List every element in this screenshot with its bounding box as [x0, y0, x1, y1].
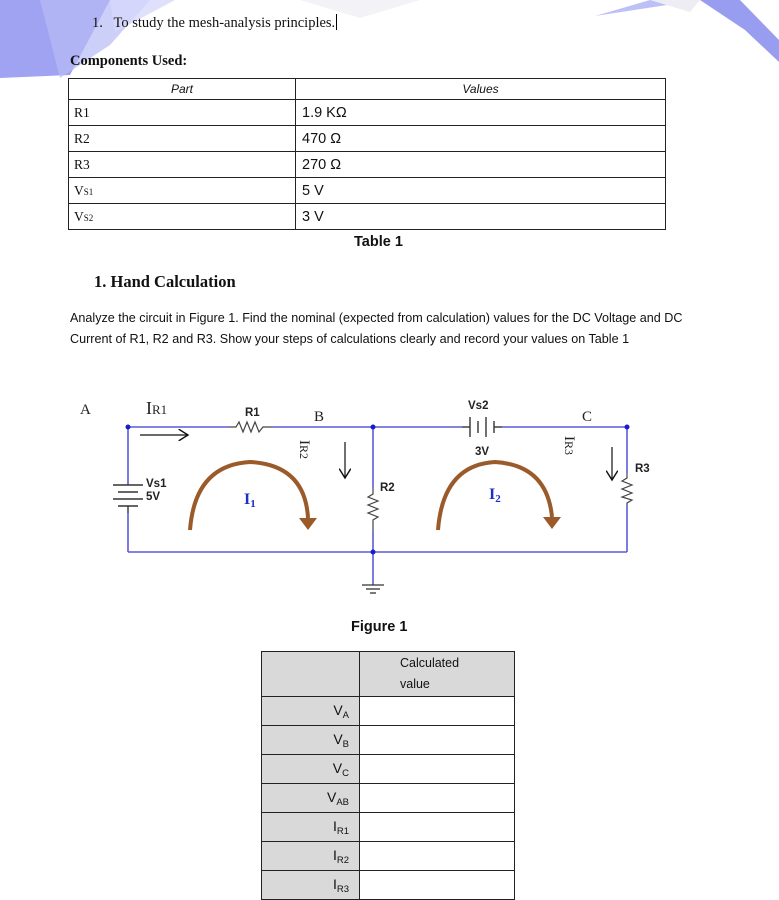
part-cell: R2: [69, 126, 296, 152]
value-cell: 1.9 KΩ: [296, 100, 666, 126]
resistor-r3-icon: [622, 473, 632, 505]
figure-caption: Figure 1: [351, 619, 408, 635]
node-a-label: A: [80, 402, 91, 418]
r2-label: R2: [380, 482, 395, 494]
table-row: [262, 784, 515, 813]
resistor-r2-icon: [368, 487, 378, 531]
part-cell: R3: [69, 152, 296, 178]
table-row: [262, 726, 515, 755]
part-cell: VS2: [69, 204, 296, 230]
components-table: [68, 78, 666, 230]
row-label-vc: $V_C$: [262, 755, 360, 784]
table-row: [262, 871, 515, 900]
table-row: [262, 697, 515, 726]
vs2-value: 3V: [475, 446, 490, 458]
blank-header-cell: [262, 652, 360, 697]
r3-label: R3: [635, 463, 650, 475]
vs2-label: Vs2: [468, 400, 489, 412]
row-label-ir2: $I_{R2}$: [262, 842, 360, 871]
table-row: [262, 813, 515, 842]
value-cell-ir1[interactable]: [360, 813, 515, 842]
node-c-label: C: [582, 409, 593, 425]
table-row: [69, 152, 666, 178]
instructions-paragraph: Analyze the circuit in Figure 1. Find the nominal (expected from calculation) values for the DC Voltage and DC Current of R1, R2 and R3. Show your steps of calculations clearly and record your values on Table 1: [70, 311, 683, 346]
value-cell-vb[interactable]: [360, 726, 515, 755]
value-cell: 270 Ω: [296, 152, 666, 178]
r1-label: R1: [245, 407, 260, 419]
ir2-label: IR2: [296, 440, 312, 460]
battery-vs1-icon: [113, 485, 143, 513]
table-row: [69, 204, 666, 230]
mesh-i2-label: I2: [489, 486, 501, 505]
table-row: [262, 842, 515, 871]
resistor-r1-icon: [229, 422, 273, 432]
section-heading: 1. Hand Calculation: [94, 272, 236, 291]
row-label-va: $V_A$: [262, 697, 360, 726]
value-cell-va[interactable]: [360, 697, 515, 726]
table-row: [69, 126, 666, 152]
vs1-value: 5V: [146, 491, 161, 503]
battery-vs2-icon: [462, 417, 502, 437]
row-label-vab: $V_{AB}$: [262, 784, 360, 813]
objective-line[interactable]: [92, 14, 337, 32]
table-row: [262, 755, 515, 784]
part-cell: VS1: [69, 178, 296, 204]
ir1-label: IR1: [146, 398, 168, 418]
column-header-part: Part: [69, 79, 296, 100]
value-cell-ir3[interactable]: [360, 871, 515, 900]
node-b-label: B: [314, 409, 325, 425]
row-label-ir3: $I_{R3}$: [262, 871, 360, 900]
column-header-values: Values: [296, 79, 666, 100]
objective-text: To study the mesh-analysis principles.: [113, 15, 336, 31]
value-cell: 470 Ω: [296, 126, 666, 152]
table-caption: Table 1: [354, 234, 403, 250]
objective-number: 1.: [92, 15, 103, 31]
value-cell-vab[interactable]: [360, 784, 515, 813]
part-cell: R1: [69, 100, 296, 126]
value-cell: 5 V: [296, 178, 666, 204]
mesh-i1-label: I1: [244, 491, 256, 510]
table-row: [69, 100, 666, 126]
text-cursor: [336, 14, 337, 30]
row-label-ir1: $I_{R1}$: [262, 813, 360, 842]
calculated-value-header: Calculated value: [360, 652, 515, 697]
components-heading: Components Used:: [70, 53, 188, 69]
row-label-vb: $V_B$: [262, 726, 360, 755]
vs1-label: Vs1: [146, 478, 167, 490]
calculated-values-table: [261, 651, 515, 900]
circuit-diagram: [70, 395, 670, 595]
table-row: [69, 178, 666, 204]
ir3-label: IR3: [561, 436, 577, 456]
value-cell-ir2[interactable]: [360, 842, 515, 871]
value-cell: 3 V: [296, 204, 666, 230]
ground-icon: [362, 585, 384, 593]
value-cell-vc[interactable]: [360, 755, 515, 784]
